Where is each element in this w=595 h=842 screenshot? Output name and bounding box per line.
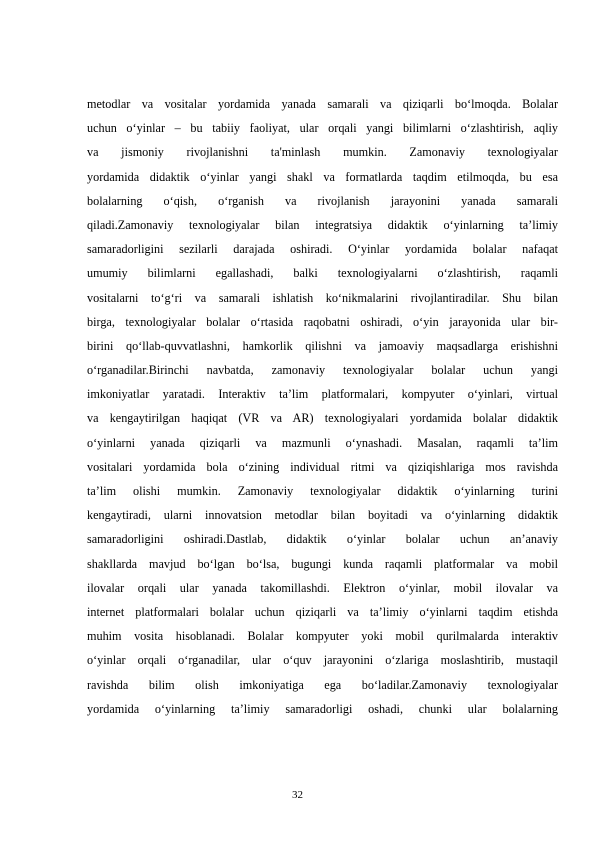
- text-line: samaradorligini sezilarli darajada oshiradi. O‘yinlar yordamida bolalar nafaqat: [87, 242, 558, 257]
- text-line: o‘yinlarni yanada qiziqarli va mazmunli o‘ynashadi. Masalan, raqamli ta’lim: [87, 435, 558, 450]
- text-line: va jismoniy rivojlanishni ta'minlash mumkin. Zamonaviy texnologiyalar: [87, 145, 558, 160]
- text-line: muhim vosita hisoblanadi. Bolalar kompyuter yoki mobil qurilmalarda interaktiv: [87, 629, 558, 644]
- text-line: metodlar va vositalar yordamida yanada samarali va qiziqarli bo‘lmoqda. Bolalar: [87, 97, 558, 111]
- text-line: kengaytiradi, ularni innovatsion metodlar bilan boyitadi va o‘yinlarning didaktik: [87, 508, 558, 523]
- text-line: yordamida o‘yinlarning ta’limiy samaradorligi oshadi, chunki ular bolalarning: [87, 701, 558, 716]
- text-line: qiladi.Zamonaviy texnologiyalar bilan integratsiya didaktik o‘yinlarning ta’limiy: [87, 217, 558, 232]
- text-line: birga, texnologiyalar bolalar o‘rtasida raqobatni oshiradi, o‘yin jarayonida ular bir-: [87, 314, 558, 329]
- text-line: samaradorligini oshiradi.Dastlab, didaktik o‘yinlar bolalar uchun an’anaviy: [87, 532, 558, 547]
- text-line: o‘yinlar orqali o‘rganadilar, ular o‘quv jarayonini o‘zlariga moslashtirib, mustaqil: [87, 653, 558, 668]
- text-line: birini qo‘llab-quvvatlashni, hamkorlik qilishni va jamoaviy maqsadlarga erishishni: [87, 338, 558, 353]
- text-line: imkoniyatlar yaratadi. Interaktiv ta’lim platformalari, kompyuter o‘yinlari, virtual: [87, 387, 558, 402]
- text-line: ravishda bilim olish imkoniyatiga ega bo‘ladilar.Zamonaviy texnologiyalar: [87, 677, 558, 692]
- page-number: 32: [292, 789, 303, 801]
- text-line: vositalarni to‘g‘ri va samarali ishlatish ko‘nikmalarini rivojlantiradilar. Shu bilan: [87, 290, 558, 305]
- text-line: ilovalar orqali ular yanada takomillashdi. Elektron o‘yinlar, mobil ilovalar va: [87, 580, 558, 595]
- text-line: umumiy bilimlarni egallashadi, balki texnologiyalarni o‘zlashtirish, raqamli: [87, 266, 558, 281]
- text-line: o‘rganadilar.Birinchi navbatda, zamonaviy texnologiyalar bolalar uchun yangi: [87, 363, 558, 378]
- body-text: [87, 92, 558, 721]
- text-line: va kengaytirilgan haqiqat (VR va AR) texnologiyalari yordamida bolalar didaktik: [87, 411, 558, 426]
- text-line: shakllarda mavjud bo‘lgan bo‘lsa, bugungi kunda raqamli platformalar va mobil: [87, 556, 558, 571]
- text-line: yordamida didaktik o‘yinlar yangi shakl va formatlarda taqdim etilmoqda, bu esa: [87, 169, 558, 184]
- text-line: vositalari yordamida bola o‘zining individual ritmi va qiziqishlariga mos ravishda: [87, 459, 558, 474]
- text-line: bolalarning o‘qish, o‘rganish va rivojlanish jarayonini yanada samarali: [87, 193, 558, 208]
- text-line: uchun o‘yinlar – bu tabiiy faoliyat, ular orqali yangi bilimlarni o‘zlashtirish, aqliy: [87, 121, 558, 136]
- text-line: ta’lim olishi mumkin. Zamonaviy texnologiyalar didaktik o‘yinlarning turini: [87, 484, 558, 498]
- text-line: internet platformalari bolalar uchun qiziqarli va ta’limiy o‘yinlarni taqdim etishda: [87, 604, 558, 619]
